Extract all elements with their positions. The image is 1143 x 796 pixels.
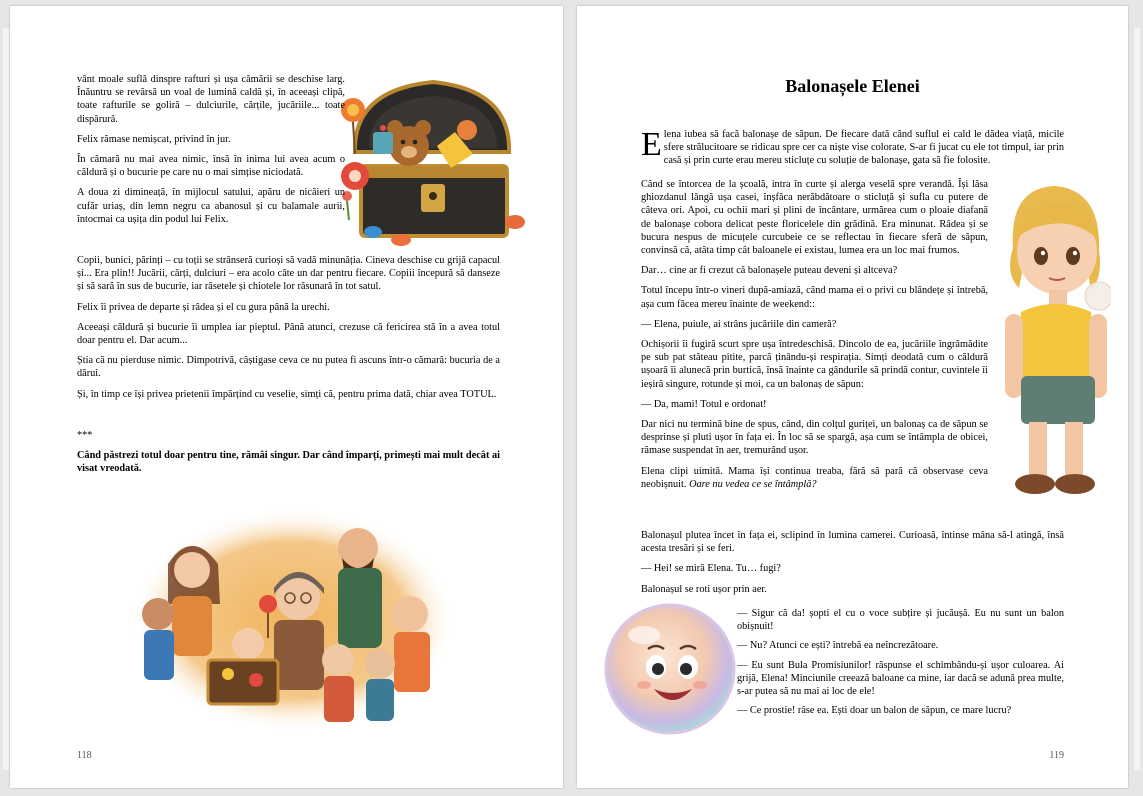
body-paragraph: Copii, bunici, părinți – cu toții se strânseră curioși să vadă minunăția. Cineva deschise cu grijă capacul și... Era plin!! Jucării, cărți, dulciuri – era acolo câte un dar pentru fiecare. Copiii începură să danseze și să sară în sus de bucurie, iar râsetele și chiotele lor răsunară în tot satul. bbox=[77, 255, 500, 293]
body-paragraph: Totul începu într-o vineri după-amiază, când mama ei o privi cu blândețe și întrebă, așa cum făcea mereu înainte de weekend:: bbox=[641, 285, 988, 310]
body-paragraph: Felix rămase nemișcat, privind în jur. bbox=[77, 133, 231, 145]
body-paragraph: Și, în timp ce își privea prietenii împărțind cu veselie, simți că, pentru prima dată, chiar avea TOTUL. bbox=[77, 388, 497, 400]
body-paragraph: vânt moale suflă dinspre rafturi și ușa cămării se deschise larg. Înăuntru se revărsă un voal de lumină caldă și, în aceeași clipă, toate rafturile se goliră – dulciurile, cărțile, jucăriile... toate dispărură. bbox=[77, 74, 345, 125]
section-separator: *** bbox=[77, 429, 93, 441]
body-paragraph: În cămară nu mai avea nimic, însă în inima lui avea acum o căldură și o bucurie pe care nu o mai simțise niciodată. bbox=[77, 154, 345, 179]
body-paragraph: Dar… cine ar fi crezut că balonașele puteau deveni și altceva? bbox=[641, 265, 898, 277]
story-title: Balonașele Elenei bbox=[785, 76, 920, 96]
treasure-chest-illustration bbox=[333, 72, 533, 254]
left-page bbox=[10, 6, 563, 788]
celebrating-crowd-illustration bbox=[128, 504, 458, 736]
moral-text: Când păstrezi totul doar pentru tine, rămâi singur. Dar când împarți, primești mai mult decât ai visat vreodată. bbox=[77, 450, 500, 475]
right-page bbox=[577, 6, 1128, 788]
body-paragraph: Elena clipi uimită. Mama își continua treaba, fără să pară că observase ceva neobișnuit. bbox=[641, 465, 988, 490]
dialogue-line: — Nu? Atunci ce ești? întrebă ea neîncrezătoare. bbox=[737, 640, 939, 652]
dialogue-line: — Ce prostie! râse ea. Ești doar un balon de săpun, ce mare lucru? bbox=[737, 705, 1012, 717]
smiling-bubble-illustration bbox=[604, 601, 740, 739]
page-number: 118 bbox=[77, 750, 92, 761]
body-paragraph: Știa că nu pierduse nimic. Dimpotrivă, câștigase ceva ce nu putea fi ascuns într-o cămară: bucuria de a dărui. bbox=[77, 355, 500, 380]
body-paragraph: — Da, mami! Totul e ordonat! bbox=[641, 398, 767, 410]
body-paragraph: Felix îi privea de departe și râdea și el cu gura până la urechi. bbox=[77, 301, 330, 313]
body-paragraph: A doua zi dimineață, în mijlocul satului, apăru de nicăieri un cufăr uriaș, din lemn negru ca abanosul și cu balamale aurii, întocmai ca ușița din podul lui Felix. bbox=[77, 187, 345, 225]
body-paragraph: Balonașul plutea încet în fața ei, sclipind în lumina camerei. Curioasă, întinse mâna să-l atingă, însă acesta tresări și se feri. bbox=[641, 530, 1064, 555]
body-paragraph: Aceeași căldură și bucurie îi umplea iar pieptul. Până atunci, crezuse că fericirea stă în a avea totul doar pentru el. Dar acum... bbox=[77, 321, 500, 347]
body-paragraph: Când se întorcea de la școală, intra în curte și alerga veselă spre verandă. Își lăsa ghiozdanul lângă ușa casei, înșfăca nerăbdătoare o sticluță și sufla cu putere de câteva ori. Apoi, cu ochii mari și plini de încântare, urmărea cum o ploaie diafană de balonașe cobora delicat peste floricelele din grădină. Era minunat. Râdea și se bucura nespus de micuțele curcubeie ce se reflectau în fiecare sferă de săpun, convinsă că, atâta timp cât baloanele ei existau, lumea era un loc mai frumos. bbox=[641, 179, 988, 257]
body-paragraph: Ochișorii îi fugiră scurt spre ușa întredeschisă. Dincolo de ea, jucăriile îngrămădite pe sub pat stăteau pitite, parcă ținându-și respirația. Simți deodată cum o căldură ușoară îi alunecă prin burtică, însă înainte ca gândurile să prindă contur, cuvintele îi ieșiră singure, rotunde și moi, ca un balonaș de săpun: bbox=[641, 339, 988, 390]
italic-question: Oare nu vedea ce se întâmplă? bbox=[689, 478, 817, 490]
body-paragraph: — Hei! se miră Elena. Tu… fugi? bbox=[641, 563, 781, 575]
dialogue-line: — Sigur că da! șopti el cu o voce subțire și jucăușă. Eu nu sunt un balon obișnuit! bbox=[737, 608, 1064, 633]
body-paragraph: Dar nici nu termină bine de spus, când, din colțul guriței, un balonaș ca de săpun se desprinse și pluti ușor în fața ei. În loc să se spargă, așa cum se întâmpla de obicei, rămase suspendat în aer, tremurând ușor. bbox=[641, 419, 988, 457]
body-paragraph: Balonașul se roti ușor prin aer. bbox=[641, 583, 767, 595]
body-paragraph: — Elena, puiule, ai strâns jucăriile din cameră? bbox=[641, 318, 837, 330]
body-paragraph: lena iubea să facă balonașe de săpun. De fiecare dată când suflul ei cald le dădea viață, micile sfere strălucitoare se ridicau spre cer ca niște vise colorate. S-ar fi jucat cu ele tot timpul, iar prin casă și prin curte erau mereu sticluțe cu soluție de balonașe, gata să fie folosite. bbox=[663, 129, 1064, 167]
dropcap-letter: E bbox=[641, 126, 662, 163]
elena-girl-illustration bbox=[991, 178, 1111, 502]
page-number: 119 bbox=[1049, 750, 1064, 761]
dialogue-line: — Eu sunt Bula Promisiunilor! răspunse el schimbându-și ușor culoarea. Ai grijă, Elena! Minciunile creează baloane ca mine, iar dacă se adună prea multe, s-ar putea să nu mai ai loc de ele! bbox=[737, 659, 1064, 698]
